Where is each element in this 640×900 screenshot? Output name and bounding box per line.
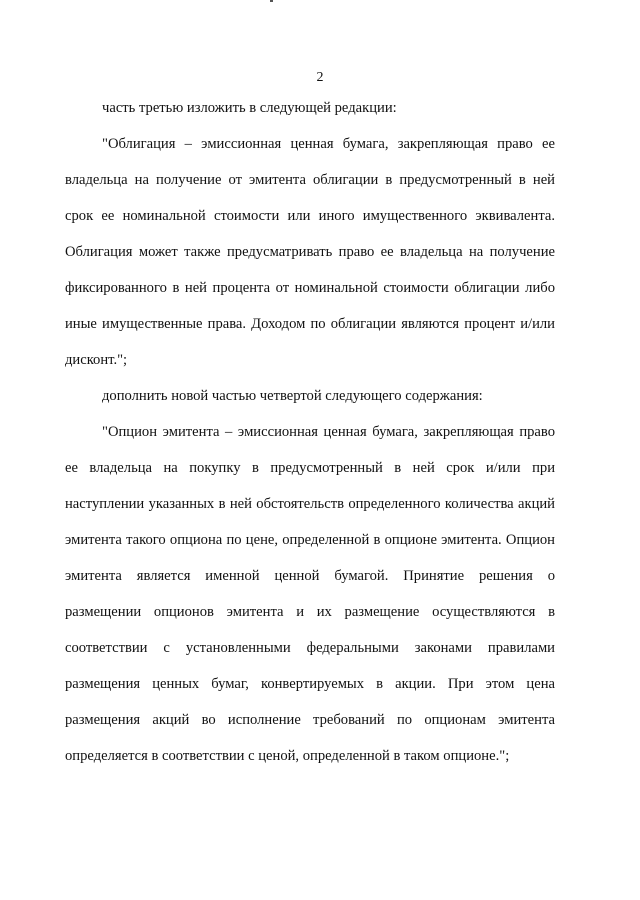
paragraph-issuer-option-definition: "Опцион эмитента – эмиссионная ценная бумага, закрепляющая право ее владельца на покупку в предусмотренный в ней срок и/или при наступлении указанных в ней обстоятельств определенного количества акций эмитента такого опциона по цене, определенной в опционе эмитента. Опцион эмитента является именной ценной бумагой. Принятие решения о размещении опционов эмитента и их размещение осуществляются в соответствии с установленными федеральными законами правилами размещения ценных бумаг, конвертируемых в акции. При этом цена размещения акций во исполнение требований по опционам эмитента определяется в соответствии с ценой, определенной в таком опционе."; [65, 424, 555, 764]
scan-speck [270, 0, 273, 2]
document-body [65, 90, 555, 774]
paragraph-amend-part-three: часть третью изложить в следующей редакции: [102, 100, 397, 116]
paragraph-bond-definition: "Облигация – эмиссионная ценная бумага, закрепляющая право ее владельца на получение от эмитента облигации в предусмотренный в ней срок ее номинальной стоимости или иного имущественного эквивалента. Облигация может также предусматривать право ее владельца на получение фиксированного в ней процента от номинальной стоимости облигации либо иные имущественные права. Доходом по облигации являются процент и/или дисконт."; [65, 136, 555, 368]
page-number: 2 [316, 70, 324, 85]
paragraph-add-part-four: дополнить новой частью четвертой следующего содержания: [102, 388, 483, 404]
